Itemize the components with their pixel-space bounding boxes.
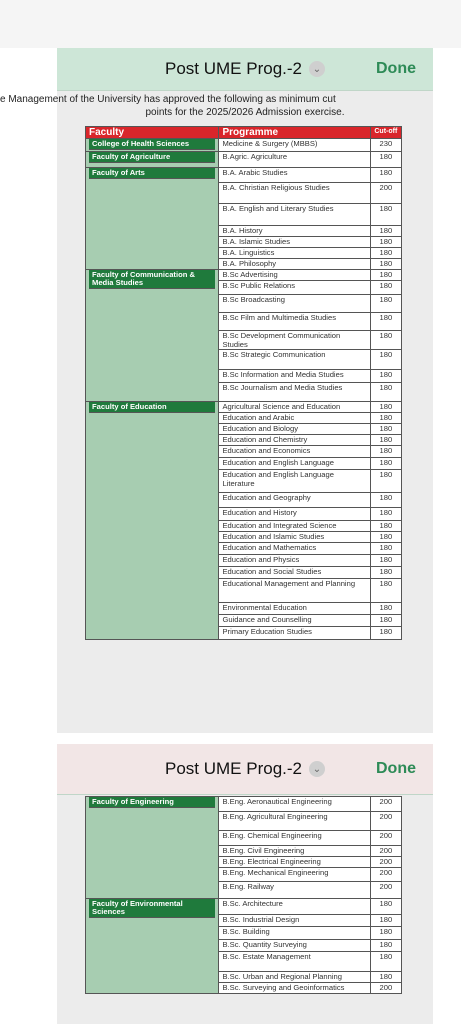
cutoff-cell: 180 xyxy=(370,579,401,603)
programme-cell: Education and English Language Literature xyxy=(219,470,370,493)
programme-cell: Education and Geography xyxy=(219,493,370,508)
table-row xyxy=(86,139,402,152)
cutoff-cell: 180 xyxy=(370,899,401,915)
cutoff-cell: 180 xyxy=(370,927,401,940)
programme-cell: Guidance and Counselling xyxy=(219,615,370,627)
preview-header-2 xyxy=(57,744,433,795)
title-text: Post UME Prog.-2 xyxy=(165,59,302,78)
chevron-down-icon[interactable]: ⌄ xyxy=(309,61,325,77)
cutoff-cell: 180 xyxy=(370,603,401,615)
faculty-cell xyxy=(86,402,219,640)
faculty-label: College of Health Sciences xyxy=(89,139,215,150)
cutoff-cell: 180 xyxy=(370,458,401,470)
faculty-label: Faculty of Arts xyxy=(89,168,215,179)
faculty-cell xyxy=(86,899,219,994)
faculty-label: Faculty of Engineering xyxy=(89,797,215,808)
programme-cell: B.Sc Strategic Communication xyxy=(219,350,370,370)
intro-line-1: e Management of the University has approved the following as minimum cut xyxy=(0,94,336,105)
cutoff-cell: 180 xyxy=(370,972,401,983)
cutoff-cell: 180 xyxy=(370,627,401,640)
faculty-label: Faculty of Agriculture xyxy=(89,152,215,163)
cutoff-cell: 200 xyxy=(370,983,401,994)
done-button-2[interactable]: Done xyxy=(376,760,416,777)
programme-cell: B.Sc Advertising xyxy=(219,270,370,281)
cutoff-cell: 200 xyxy=(370,183,401,204)
programme-cell: B.Sc Film and Multimedia Studies xyxy=(219,313,370,331)
cutoff-cell: 180 xyxy=(370,313,401,331)
cutoff-cell: 180 xyxy=(370,383,401,402)
programme-cell: B.A. Arabic Studies xyxy=(219,168,370,183)
table-row xyxy=(86,152,402,168)
cutoff-cell: 180 xyxy=(370,521,401,532)
programme-cell: Education and Economics xyxy=(219,446,370,458)
cutoff-cell: 180 xyxy=(370,248,401,259)
programme-cell: B.Eng. Mechanical Engineering xyxy=(219,868,370,882)
document-title[interactable] xyxy=(165,59,325,79)
cutoff-cell: 180 xyxy=(370,370,401,383)
programme-cell: B.Sc. Quantity Surveying xyxy=(219,940,370,952)
cutoff-cell: 200 xyxy=(370,857,401,868)
programme-cell: Education and Biology xyxy=(219,424,370,435)
faculty-cell xyxy=(86,168,219,270)
programme-cell: Education and Integrated Science xyxy=(219,521,370,532)
programme-cell: Primary Education Studies xyxy=(219,627,370,640)
programme-cell: Education and Mathematics xyxy=(219,543,370,555)
cutoff-cell: 180 xyxy=(370,915,401,927)
cutoff-cell: 180 xyxy=(370,555,401,567)
cutoff-cell: 180 xyxy=(370,543,401,555)
programme-cell: B.Eng. Chemical Engineering xyxy=(219,831,370,846)
cutoff-cell: 180 xyxy=(370,424,401,435)
table-row xyxy=(86,402,402,413)
programme-cell: B.Sc. Surveying and Geoinformatics xyxy=(219,983,370,994)
programme-cell: B.Eng. Civil Engineering xyxy=(219,846,370,857)
cutoff-cell: 200 xyxy=(370,797,401,812)
programme-cell: B.A. History xyxy=(219,226,370,237)
cutoff-cell: 180 xyxy=(370,615,401,627)
cutoff-header: Cut-off xyxy=(370,127,401,139)
preview-header xyxy=(57,48,433,91)
cutoff-cell: 180 xyxy=(370,168,401,183)
cutoff-cell: 180 xyxy=(370,435,401,446)
faculty-cell xyxy=(86,270,219,402)
programme-cell: Education and History xyxy=(219,508,370,521)
cutoff-cell: 180 xyxy=(370,952,401,972)
document-preview-2 xyxy=(57,744,433,1024)
programme-cell: B.Agric. Agriculture xyxy=(219,152,370,168)
status-bar-area xyxy=(0,0,461,48)
programme-cell: B.Eng. Agricultural Engineering xyxy=(219,812,370,831)
programme-cell: B.A. English and Literary Studies xyxy=(219,204,370,226)
programme-cell: B.Sc. Estate Management xyxy=(219,952,370,972)
programme-cell: B.Eng. Aeronautical Engineering xyxy=(219,797,370,812)
programme-cell: Education and Physics xyxy=(219,555,370,567)
cutoff-cell: 180 xyxy=(370,508,401,521)
table-row xyxy=(86,270,402,281)
cutoff-cell: 180 xyxy=(370,567,401,579)
cutoff-table xyxy=(85,126,402,640)
cutoff-table-2 xyxy=(85,796,402,994)
cutoff-cell: 180 xyxy=(370,493,401,508)
faculty-cell xyxy=(86,152,219,168)
table-row xyxy=(86,797,402,812)
cutoff-cell: 180 xyxy=(370,152,401,168)
programme-cell: Education and Social Studies xyxy=(219,567,370,579)
programme-cell: Agricultural Science and Education xyxy=(219,402,370,413)
cutoff-cell: 180 xyxy=(370,350,401,370)
intro-text xyxy=(0,93,433,119)
cutoff-cell: 180 xyxy=(370,446,401,458)
programme-cell: B.Sc Development Communication Studies xyxy=(219,331,370,350)
programme-cell: B.Eng. Electrical Engineering xyxy=(219,857,370,868)
programme-cell: B.Sc Public Relations xyxy=(219,281,370,295)
programme-cell: B.Sc. Building xyxy=(219,927,370,940)
programme-cell: B.A. Islamic Studies xyxy=(219,237,370,248)
programme-cell: B.Sc. Industrial Design xyxy=(219,915,370,927)
cutoff-cell: 180 xyxy=(370,281,401,295)
cutoff-cell: 180 xyxy=(370,226,401,237)
intro-line-2: points for the 2025/2026 Admission exercise. xyxy=(145,107,345,118)
cutoff-cell: 180 xyxy=(370,259,401,270)
cutoff-cell: 180 xyxy=(370,331,401,350)
programme-cell: B.Sc Broadcasting xyxy=(219,295,370,313)
table-row xyxy=(86,168,402,183)
cutoff-cell: 200 xyxy=(370,846,401,857)
cutoff-cell: 180 xyxy=(370,413,401,424)
faculty-cell xyxy=(86,139,219,152)
programme-cell: Education and English Language xyxy=(219,458,370,470)
cutoff-cell: 180 xyxy=(370,237,401,248)
faculty-header: Faculty xyxy=(86,127,219,139)
done-button[interactable]: Done xyxy=(376,60,416,77)
programme-cell: Educational Management and Planning xyxy=(219,579,370,603)
cutoff-cell: 200 xyxy=(370,882,401,899)
programme-cell: B.Sc Journalism and Media Studies xyxy=(219,383,370,402)
faculty-label: Faculty of Communication & Media Studies xyxy=(89,270,215,289)
programme-cell: B.Sc. Urban and Regional Planning xyxy=(219,972,370,983)
cutoff-cell: 180 xyxy=(370,470,401,493)
cutoff-cell: 180 xyxy=(370,940,401,952)
programme-cell: Education and Chemistry xyxy=(219,435,370,446)
programme-cell: B.Sc. Architecture xyxy=(219,899,370,915)
programme-cell: B.A. Christian Religious Studies xyxy=(219,183,370,204)
cutoff-cell: 180 xyxy=(370,295,401,313)
faculty-cell xyxy=(86,797,219,899)
programme-header: Programme xyxy=(219,127,370,139)
programme-cell: Education and Islamic Studies xyxy=(219,532,370,543)
programme-cell: Education and Arabic xyxy=(219,413,370,424)
programme-cell: B.Eng. Railway xyxy=(219,882,370,899)
table-row xyxy=(86,899,402,915)
faculty-label: Faculty of Education xyxy=(89,402,215,413)
programme-cell: Environmental Education xyxy=(219,603,370,615)
programme-cell: B.A. Linguistics xyxy=(219,248,370,259)
cutoff-cell: 180 xyxy=(370,402,401,413)
document-title-2[interactable] xyxy=(165,759,325,779)
cutoff-cell: 200 xyxy=(370,831,401,846)
cutoff-cell: 180 xyxy=(370,204,401,226)
title-text-2: Post UME Prog.-2 xyxy=(165,759,302,778)
document-preview-1 xyxy=(0,48,433,733)
faculty-label: Faculty of Environmental Sciences xyxy=(89,899,215,918)
chevron-down-icon[interactable]: ⌄ xyxy=(309,761,325,777)
programme-cell: B.A. Philosophy xyxy=(219,259,370,270)
cutoff-cell: 200 xyxy=(370,868,401,882)
cutoff-cell: 180 xyxy=(370,532,401,543)
cutoff-cell: 180 xyxy=(370,270,401,281)
programme-cell: B.Sc Information and Media Studies xyxy=(219,370,370,383)
cutoff-cell: 200 xyxy=(370,812,401,831)
programme-cell: Medicine & Surgery (MBBS) xyxy=(219,139,370,152)
cutoff-cell: 230 xyxy=(370,139,401,152)
